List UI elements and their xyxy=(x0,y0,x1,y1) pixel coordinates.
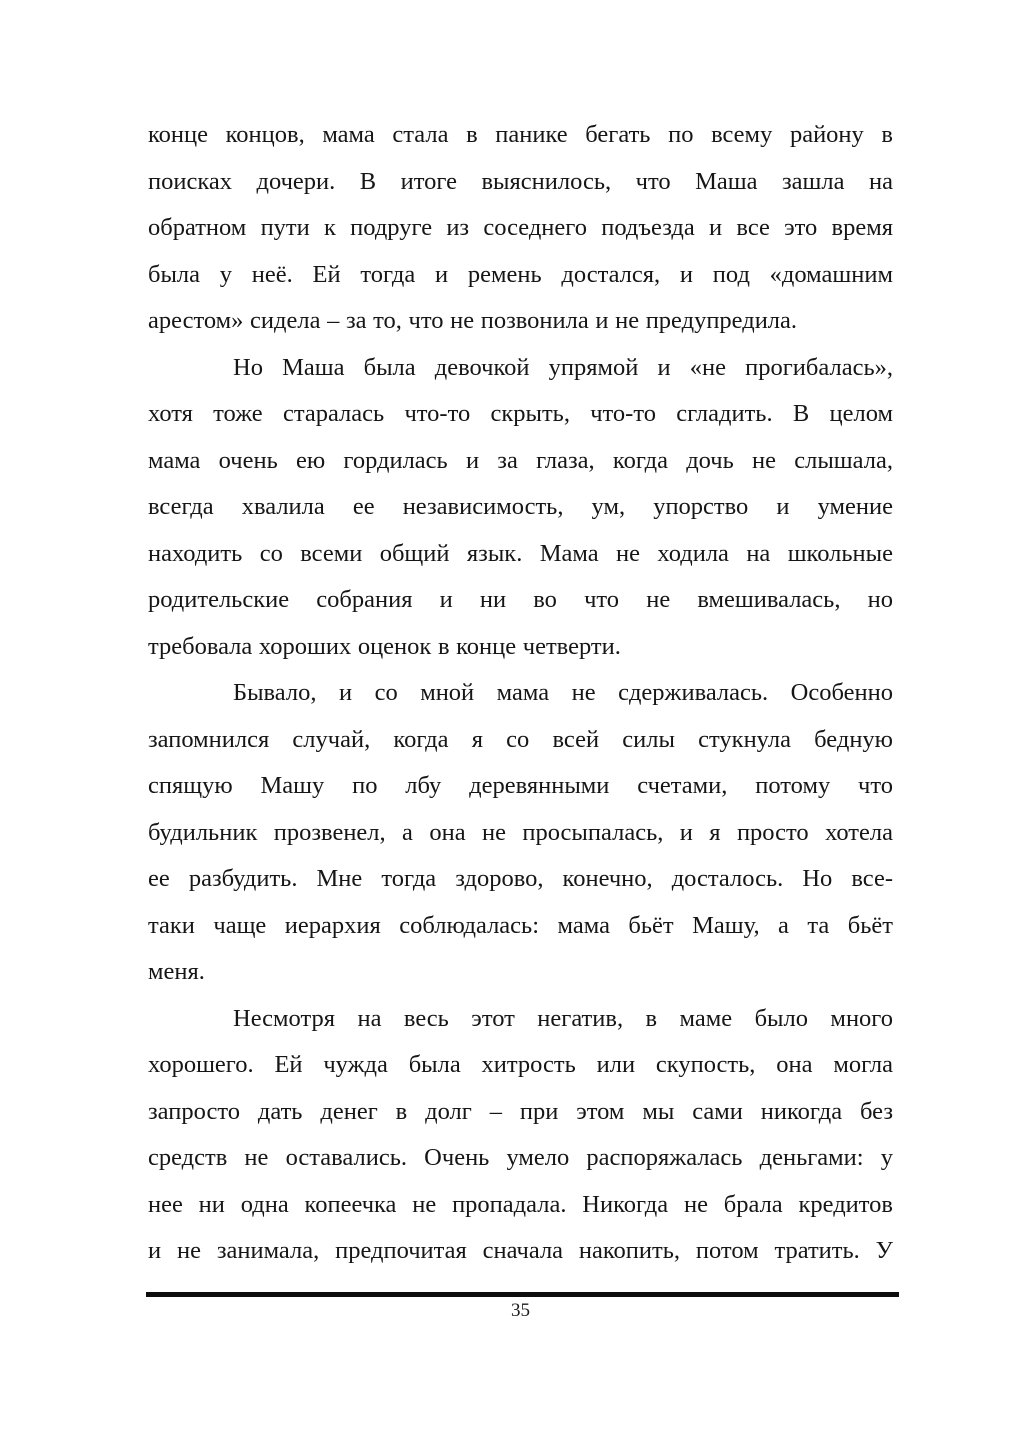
text-line: всегда хвалила ее независимость, ум, упорство и умение xyxy=(148,493,893,520)
text-line: средств не оставались. Очень умело распоряжалась деньгами: у xyxy=(148,1144,893,1171)
text-line: запросто дать денег в долг – при этом мы сами никогда без xyxy=(148,1097,893,1125)
text-line: таки чаще иерархия соблюдалась: мама бьёт Машу, а та бьёт xyxy=(148,911,893,939)
paragraph xyxy=(148,345,893,671)
text-line: обратном пути к подруге из соседнего подъезда и все это время xyxy=(148,214,893,241)
text-line: находить со всеми общий язык. Мама не ходила на школьные xyxy=(148,539,893,567)
text-line: меня. xyxy=(148,958,205,985)
text-line: Бывало, и со мной мама не сдерживалась. Особенно xyxy=(233,679,893,706)
paragraph xyxy=(148,996,893,1275)
text-line: и не занимала, предпочитая сначала накопить, потом тратить. У xyxy=(148,1237,893,1264)
text-line: нее ни одна копеечка не пропадала. Никогда не брала кредитов xyxy=(148,1190,893,1218)
page-number: 35 xyxy=(511,1300,530,1321)
text-line: Но Маша была девочкой упрямой и «не прогибалась», xyxy=(233,353,893,381)
text-line: ее разбудить. Мне тогда здорово, конечно, досталось. Но все- xyxy=(148,865,893,892)
paragraph xyxy=(148,112,893,345)
text-line: арестом» сидела – за то, что не позвонила и не предупредила. xyxy=(148,307,798,334)
text-line: спящую Машу по лбу деревянными счетами, потому что xyxy=(148,772,893,799)
text-line: родительские собрания и ни во что не вмешивалась, но xyxy=(148,586,893,613)
text-line: конце концов, мама стала в панике бегать по всему району в xyxy=(148,121,893,148)
text-line: была у неё. Ей тогда и ремень достался, и под «домашним xyxy=(148,260,893,288)
text-line: запомнился случай, когда я со всей силы стукнула бедную xyxy=(148,725,893,753)
footer-rule xyxy=(146,1292,899,1297)
text-line: поисках дочери. В итоге выяснилось, что Маша зашла на xyxy=(148,167,893,195)
body-text xyxy=(148,112,893,1275)
text-line: хотя тоже старалась что-то скрыть, что-то сгладить. В целом xyxy=(148,400,893,427)
paragraph xyxy=(148,670,893,996)
text-line: будильник прозвенел, а она не просыпалась, и я просто хотела xyxy=(148,818,893,846)
text-line: мама очень ею гордилась и за глаза, когда дочь не слышала, xyxy=(148,446,893,474)
text-line: хорошего. Ей чужда была хитрость или скупость, она могла xyxy=(148,1051,893,1078)
text-line: требовала хороших оценок в конце четверти. xyxy=(148,632,621,660)
text-line: Несмотря на весь этот негатив, в маме было много xyxy=(233,1004,893,1032)
